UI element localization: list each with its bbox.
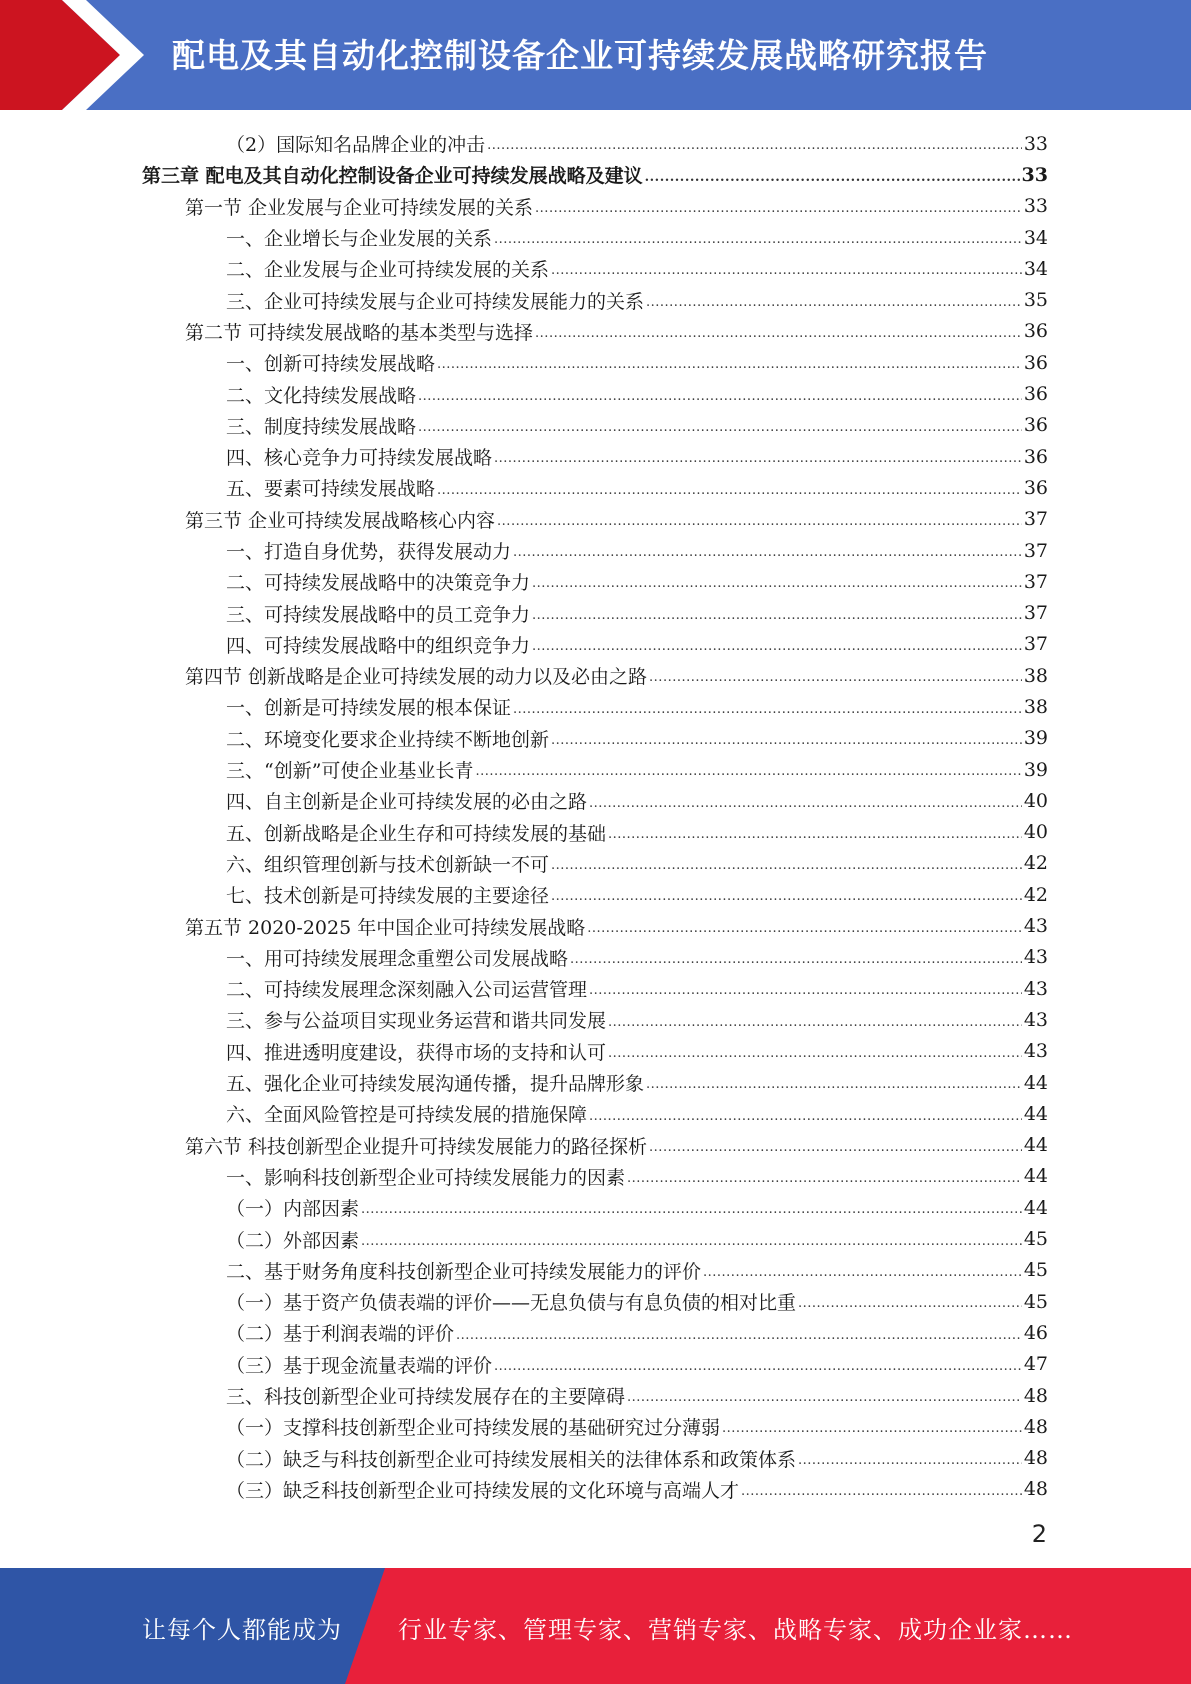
toc-entry-title: 三、科技创新型企业可持续发展存在的主要障碍	[226, 1386, 626, 1409]
toc-page-number: 37	[1023, 633, 1048, 656]
toc-entry-title: 第三节 企业可持续发展战略核心内容	[185, 509, 496, 532]
toc-page-number: 44	[1023, 1071, 1048, 1094]
toc-entry[interactable]	[0, 1255, 1191, 1286]
toc-entry[interactable]	[0, 1192, 1191, 1223]
toc-entry-title: 七、技术创新是可持续发展的主要途径	[226, 885, 550, 908]
toc-page-number: 34	[1023, 226, 1048, 249]
toc-page-number: 37	[1023, 508, 1048, 531]
toc-dot-leader	[535, 327, 1022, 347]
toc-dot-leader	[532, 640, 1022, 660]
toc-page-number: 45	[1023, 1290, 1048, 1313]
toc-page-number: 37	[1023, 570, 1048, 593]
toc-dot-leader	[361, 1203, 1022, 1223]
toc-page-number: 39	[1023, 727, 1048, 750]
toc-page-number: 44	[1023, 1165, 1048, 1188]
toc-dot-leader	[513, 546, 1022, 566]
toc-page-number: 36	[1023, 351, 1048, 374]
page-number: 2	[1031, 1520, 1047, 1548]
toc-entry[interactable]	[0, 1098, 1191, 1129]
toc-dot-leader	[627, 1391, 1022, 1411]
toc-entry[interactable]	[0, 1004, 1191, 1035]
toc-entry-title: 二、企业发展与企业可持续发展的关系	[226, 259, 550, 282]
toc-dot-leader	[798, 1454, 1022, 1474]
toc-chapter-entry[interactable]	[0, 159, 1191, 190]
toc-dot-leader	[551, 264, 1022, 284]
toc-entry[interactable]	[0, 879, 1191, 910]
toc-dot-leader	[513, 703, 1022, 723]
toc-entry[interactable]	[0, 691, 1191, 722]
toc-page-number: 43	[1023, 977, 1048, 1000]
toc-page-number: 43	[1023, 915, 1048, 938]
toc-dot-leader	[627, 1172, 1022, 1192]
toc-entry[interactable]	[0, 1349, 1191, 1380]
toc-dot-leader	[645, 171, 1020, 191]
toc-page-number: 48	[1023, 1415, 1048, 1438]
toc-page-number: 42	[1023, 883, 1048, 906]
page-footer	[0, 1568, 1191, 1684]
toc-entry-title: （一）支撑科技创新型企业可持续发展的基础研究过分薄弱	[226, 1417, 721, 1440]
toc-dot-leader	[487, 139, 1022, 159]
toc-page-number: 43	[1023, 1040, 1048, 1063]
toc-entry-title: （三）基于现金流量表端的评价	[226, 1354, 493, 1377]
toc-entry[interactable]	[0, 1067, 1191, 1098]
toc-entry-title: （二）缺乏与科技创新型企业可持续发展相关的法律体系和政策体系	[226, 1448, 797, 1471]
toc-entry-title: 四、可持续发展战略中的组织竞争力	[226, 634, 531, 657]
toc-entry-title: 一、用可持续发展理念重塑公司发展战略	[226, 947, 569, 970]
toc-entry-title: （2）国际知名品牌企业的冲击	[226, 134, 486, 157]
toc-entry[interactable]	[0, 848, 1191, 879]
toc-dot-leader	[646, 1078, 1022, 1098]
toc-entry[interactable]	[0, 660, 1191, 691]
toc-page-number: 46	[1023, 1321, 1048, 1344]
toc-page-number: 48	[1023, 1384, 1048, 1407]
toc-page-number: 45	[1023, 1228, 1048, 1251]
toc-entry[interactable]	[0, 316, 1191, 347]
toc-entry[interactable]	[0, 347, 1191, 378]
toc-entry-title: 四、核心竞争力可持续发展战略	[226, 447, 493, 470]
toc-dot-leader	[475, 765, 1021, 785]
toc-entry[interactable]	[0, 1286, 1191, 1317]
toc-entry[interactable]	[0, 191, 1191, 222]
toc-entry-title: 第五节 2020-2025 年中国企业可持续发展战略	[185, 916, 586, 939]
footer-slogan-right: 行业专家、管理专家、营销专家、战略专家、成功企业家……	[398, 1616, 1073, 1644]
toc-page-number: 43	[1023, 1008, 1048, 1031]
toc-dot-leader	[646, 296, 1022, 316]
toc-page-number: 37	[1023, 539, 1048, 562]
toc-entry-title: 第四节 创新战略是企业可持续发展的动力以及必由之路	[185, 666, 648, 689]
toc-entry[interactable]	[0, 378, 1191, 409]
toc-page-number: 36	[1023, 445, 1048, 468]
toc-page-number: 40	[1023, 821, 1048, 844]
toc-entry[interactable]	[0, 441, 1191, 472]
toc-page-number: 36	[1023, 320, 1048, 343]
toc-entry[interactable]	[0, 1036, 1191, 1067]
toc-entry-title: 五、强化企业可持续发展沟通传播，提升品牌形象	[226, 1073, 645, 1096]
toc-entry[interactable]	[0, 629, 1191, 660]
toc-entry[interactable]	[0, 1317, 1191, 1348]
toc-entry-title: （一）基于资产负债表端的评价——无息负债与有息负债的相对比重	[226, 1292, 797, 1315]
toc-page-number: 43	[1023, 946, 1048, 969]
toc-dot-leader	[551, 890, 1022, 910]
toc-dot-leader	[551, 734, 1022, 754]
toc-entry-title: 一、影响科技创新型企业可持续发展能力的因素	[226, 1166, 626, 1189]
toc-entry[interactable]	[0, 754, 1191, 785]
toc-entry[interactable]	[0, 1161, 1191, 1192]
toc-dot-leader	[589, 984, 1022, 1004]
toc-entry-title: 三、可持续发展战略中的员工竞争力	[226, 603, 531, 626]
toc-dot-leader	[437, 358, 1022, 378]
toc-dot-leader	[608, 1047, 1022, 1067]
toc-page-number: 39	[1023, 758, 1048, 781]
toc-dot-leader	[418, 421, 1022, 441]
toc-dot-leader	[361, 1235, 1022, 1255]
toc-entry[interactable]	[0, 1130, 1191, 1161]
toc-entry-title: 六、全面风险管控是可持续发展的措施保障	[226, 1104, 588, 1127]
toc-dot-leader	[494, 1360, 1022, 1380]
toc-dot-leader	[497, 515, 1022, 535]
toc-dot-leader	[798, 1297, 1022, 1317]
toc-page-number: 34	[1023, 257, 1048, 280]
toc-entry-title: 三、制度持续发展战略	[226, 415, 417, 438]
toc-dot-leader	[589, 1110, 1022, 1130]
toc-dot-leader	[437, 484, 1022, 504]
toc-entry-title: 五、要素可持续发展战略	[226, 478, 436, 501]
toc-entry-title: （二）基于利润表端的评价	[226, 1323, 455, 1346]
toc-entry-title: 二、环境变化要求企业持续不断地创新	[226, 728, 550, 751]
toc-dot-leader	[741, 1485, 1022, 1505]
toc-entry[interactable]	[0, 942, 1191, 973]
toc-entry[interactable]	[0, 1442, 1191, 1473]
toc-dot-leader	[532, 577, 1022, 597]
toc-entry-title: 三、企业可持续发展与企业可持续发展能力的关系	[226, 290, 645, 313]
toc-page-number: 42	[1023, 852, 1048, 875]
toc-dot-leader	[589, 797, 1022, 817]
toc-entry[interactable]	[0, 910, 1191, 941]
toc-page-number: 36	[1023, 383, 1048, 406]
toc-entry-title: 第六节 科技创新型企业提升可持续发展能力的路径探析	[185, 1135, 648, 1158]
toc-entry[interactable]	[0, 284, 1191, 315]
toc-page-number: 40	[1023, 789, 1048, 812]
toc-dot-leader	[703, 1266, 1022, 1286]
toc-dot-leader	[494, 452, 1022, 472]
toc-entry-title: 一、打造自身优势，获得发展动力	[226, 541, 512, 563]
toc-page-number: 48	[1023, 1447, 1048, 1470]
toc-dot-leader	[587, 922, 1022, 942]
toc-dot-leader	[570, 953, 1022, 973]
toc-dot-leader	[532, 609, 1022, 629]
toc-entry[interactable]	[0, 817, 1191, 848]
toc-page-number: 44	[1023, 1134, 1048, 1157]
toc-dot-leader	[608, 1016, 1022, 1036]
toc-entry-title: 第二节 可持续发展战略的基本类型与选择	[185, 321, 534, 344]
toc-entry[interactable]	[0, 222, 1191, 253]
toc-dot-leader	[608, 828, 1022, 848]
toc-page-number: 44	[1023, 1196, 1048, 1219]
toc-page-number: 33	[1023, 195, 1048, 218]
toc-entry-title: 一、创新可持续发展战略	[226, 353, 436, 376]
toc-dot-leader	[535, 202, 1022, 222]
toc-entry-title: 五、创新战略是企业生存和可持续发展的基础	[226, 822, 607, 845]
toc-entry-title: 二、可持续发展战略中的决策竞争力	[226, 572, 531, 595]
toc-entry[interactable]	[0, 535, 1191, 566]
toc-entry[interactable]	[0, 1223, 1191, 1254]
toc-entry[interactable]	[0, 597, 1191, 628]
report-title: 配电及其自动化控制设备企业可持续发展战略研究报告	[172, 36, 988, 75]
toc-entry[interactable]	[0, 1380, 1191, 1411]
toc-entry-title: 二、文化持续发展战略	[226, 384, 417, 407]
toc-entry-title: 四、自主创新是企业可持续发展的必由之路	[226, 791, 588, 814]
toc-entry[interactable]	[0, 785, 1191, 816]
toc-page-number: 47	[1023, 1353, 1048, 1376]
toc-page-number: 38	[1023, 695, 1048, 718]
toc-entry-title: 四、推进透明度建设，获得市场的支持和认可	[226, 1041, 607, 1064]
toc-dot-leader	[551, 859, 1022, 879]
toc-entry-title: 三、参与公益项目实现业务运营和谐共同发展	[226, 1010, 607, 1033]
toc-page-number: 45	[1023, 1259, 1048, 1282]
toc-entry[interactable]	[0, 1474, 1191, 1505]
toc-entry-title: 二、基于财务角度科技创新型企业可持续发展能力的评价	[226, 1260, 702, 1283]
toc-entry[interactable]	[0, 410, 1191, 441]
toc-dot-leader	[456, 1329, 1022, 1349]
footer-slogan-left: 让每个人都能成为	[142, 1616, 342, 1644]
toc-entry-title: 一、企业增长与企业发展的关系	[226, 228, 493, 251]
table-of-contents	[0, 128, 1191, 1505]
toc-page-number: 33	[1021, 163, 1048, 186]
page-header	[0, 0, 1191, 110]
toc-page-number: 35	[1023, 289, 1048, 312]
toc-dot-leader	[418, 390, 1022, 410]
toc-entry-title: 第三章 配电及其自动化控制设备企业可持续发展战略及建议	[142, 165, 643, 188]
toc-entry-title: （一）内部因素	[226, 1198, 360, 1221]
toc-entry-title: 六、组织管理创新与技术创新缺一不可	[226, 853, 550, 876]
toc-entry[interactable]	[0, 1411, 1191, 1442]
toc-page-number: 36	[1023, 414, 1048, 437]
toc-page-number: 33	[1023, 132, 1048, 155]
toc-page-number: 37	[1023, 602, 1048, 625]
toc-dot-leader	[649, 671, 1022, 691]
toc-entry-title: 一、创新是可持续发展的根本保证	[226, 697, 512, 720]
toc-dot-leader	[649, 1141, 1022, 1161]
toc-entry-title: 三、“创新”可使企业基业长青	[226, 760, 474, 783]
toc-entry-title: （三）缺乏科技创新型企业可持续发展的文化环境与高端人才	[226, 1479, 740, 1502]
toc-entry[interactable]	[0, 504, 1191, 535]
toc-page-number: 48	[1023, 1478, 1048, 1501]
toc-entry[interactable]	[0, 566, 1191, 597]
toc-dot-leader	[722, 1422, 1022, 1442]
toc-entry[interactable]	[0, 973, 1191, 1004]
toc-dot-leader	[494, 233, 1022, 253]
toc-entry[interactable]	[0, 472, 1191, 503]
toc-entry[interactable]	[0, 128, 1191, 159]
toc-page-number: 44	[1023, 1102, 1048, 1125]
toc-entry-title: （二）外部因素	[226, 1229, 360, 1252]
toc-entry-title: 第一节 企业发展与企业可持续发展的关系	[185, 196, 534, 219]
toc-entry[interactable]	[0, 253, 1191, 284]
toc-page-number: 36	[1023, 476, 1048, 499]
toc-page-number: 38	[1023, 664, 1048, 687]
toc-entry[interactable]	[0, 723, 1191, 754]
toc-entry-title: 二、可持续发展理念深刻融入公司运营管理	[226, 979, 588, 1002]
